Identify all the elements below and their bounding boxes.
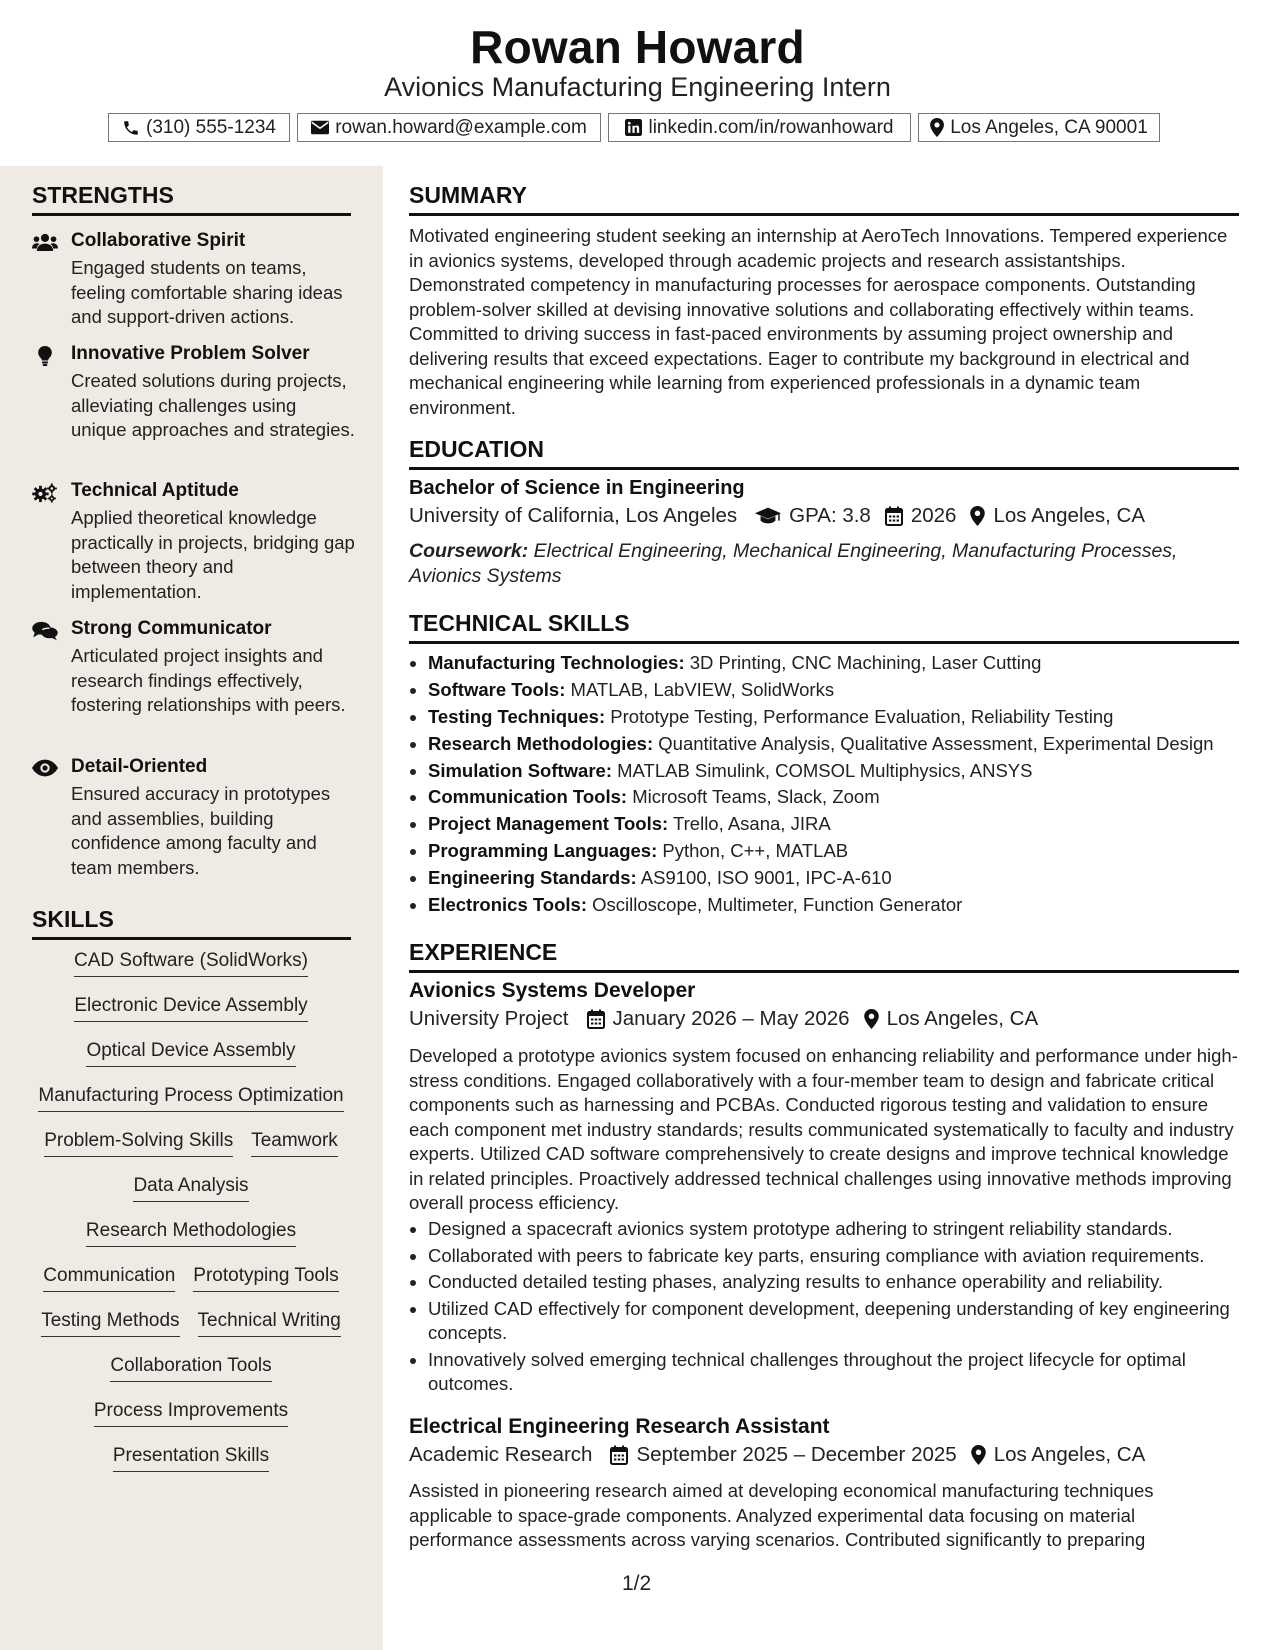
skill-tag: Collaboration Tools [110, 1354, 271, 1382]
contact-email[interactable] [297, 113, 601, 142]
list-item: • Manufacturing Technologies: 3D Printing, CNC Machining, Laser Cutting [428, 651, 1240, 676]
users-icon [32, 233, 58, 253]
skill-tag: Process Improvements [94, 1399, 288, 1427]
map-pin-icon [970, 506, 985, 526]
list-item: • Simulation Software: MATLAB Simulink, COMSOL Multiphysics, ANSYS [428, 759, 1240, 784]
job-title: Electrical Engineering Research Assistant [409, 1415, 830, 1438]
education-year: 2026 [910, 504, 957, 527]
list-item: • Designed a spacecraft avionics system prototype adhering to stringent reliability standards. [428, 1217, 1240, 1242]
graduation-cap-icon [755, 507, 781, 525]
job-title: Avionics Systems Developer [409, 979, 696, 1002]
job-dates: January 2026 – May 2026 [612, 1007, 850, 1030]
education-location: Los Angeles, CA [993, 504, 1146, 527]
skill-tag: Research Methodologies [86, 1219, 296, 1247]
strength-desc: Articulated project insights and research findings effectively, fostering relationships with peers. [71, 645, 346, 715]
list-item: • Conducted detailed testing phases, analyzing results to enhance operability and reliability. [428, 1270, 1240, 1295]
sidebar [0, 166, 383, 1650]
job-description: Assisted in pioneering research aimed at developing economical manufacturing techniques applicable to space-grade components. Analyzed experimental data focusing on material performance assessments across varying scenarios. Contributed significantly to preparing [409, 1480, 1154, 1550]
strength-desc: Applied theoretical knowledge practically in projects, bridging gap between theory and implementation. [71, 507, 355, 602]
job-meta [409, 1007, 1038, 1031]
job-location: Los Angeles, CA [993, 1443, 1146, 1466]
strength-title: Collaborative Spirit [71, 230, 246, 251]
list-item: • Communication Tools: Microsoft Teams, Slack, Zoom [428, 785, 1240, 810]
list-item: • Software Tools: MATLAB, LabVIEW, SolidWorks [428, 678, 1240, 703]
linkedin-icon [625, 119, 642, 136]
contact-text: rowan.howard@example.com [335, 116, 587, 138]
calendar-icon [885, 506, 903, 526]
coursework-label: Coursework: [409, 540, 529, 562]
skill-tag: Teamwork [251, 1129, 338, 1157]
experience-heading: EXPERIENCE [409, 939, 1239, 973]
job-description: Developed a prototype avionics system focused on enhancing reliability and performance under high-stress conditions. Engaged collaboratively with a four-member team to design and fabricate critical components such as harnessing and PCBAs. Conducted rigorous testing and validation to ensure each component met industry standards; results communicated systematically to faculty and industry experts. Utilized CAD software comprehensively to create designs and improve technical knowledge in related principles. Proactively addressed technical challenges using innovative methods improving overall process efficiency. [409, 1045, 1238, 1213]
list-item: • Programming Languages: Python, C++, MATLAB [428, 839, 1240, 864]
skill-tag: Technical Writing [198, 1309, 341, 1337]
calendar-icon [610, 1445, 628, 1465]
map-pin-icon [864, 1009, 879, 1029]
coursework-text: Electrical Engineering, Mechanical Engineering, Manufacturing Processes, Avionics Systems [409, 540, 1178, 587]
skill-tag: Testing Methods [41, 1309, 179, 1337]
skill-tag: Problem-Solving Skills [44, 1129, 233, 1157]
skill-tag: Data Analysis [133, 1174, 248, 1202]
education-heading: EDUCATION [409, 436, 1239, 470]
job-dates: September 2025 – December 2025 [636, 1443, 957, 1466]
education-school: University of California, Los Angeles [409, 504, 738, 527]
summary-heading: SUMMARY [409, 182, 1239, 216]
education-meta [409, 504, 1145, 528]
list-item: • Electronics Tools: Oscilloscope, Multimeter, Function Generator [428, 893, 1240, 918]
strength-desc: Ensured accuracy in prototypes and assemblies, building confidence among faculty and team members. [71, 783, 331, 878]
contact-location[interactable] [918, 113, 1160, 142]
strength-title: Strong Communicator [71, 618, 272, 639]
technical-skills-list [409, 651, 1240, 920]
contact-text: (310) 555-1234 [146, 116, 276, 138]
list-item: • Engineering Standards: AS9100, ISO 9001, IPC-A-610 [428, 866, 1240, 891]
job-bullets [409, 1217, 1240, 1399]
summary-text: Motivated engineering student seeking an internship at AeroTech Innovations. Tempered experience in avionics systems, developed through academic projects and research assistantships. Demonstrated competency in manufacturing processes for aerospace components. Outstanding problem-solver skilled at devising innovative solutions and collaborating effectively within teams. Committed to driving success in fast-paced environments by assuming project ownership and delivering results that exceed expectations. Eager to contribute my background in electrical and mechanical engineering while learning from experienced professionals in a dynamic team environment. [409, 225, 1228, 418]
job-location: Los Angeles, CA [886, 1007, 1039, 1030]
page-number: 1/2 [622, 1572, 652, 1595]
calendar-icon [587, 1009, 605, 1029]
job-org: University Project [409, 1007, 569, 1030]
list-item: • Research Methodologies: Quantitative Analysis, Qualitative Assessment, Experimental Design [428, 732, 1240, 757]
technical-skills-heading: TECHNICAL SKILLS [409, 610, 1239, 644]
list-item: • Innovatively solved emerging technical challenges throughout the project lifecycle for optimal outcomes. [428, 1348, 1240, 1397]
skill-tag: Electronic Device Assembly [74, 994, 307, 1022]
contact-phone[interactable] [108, 113, 290, 142]
strength-title: Innovative Problem Solver [71, 343, 310, 364]
eye-icon [32, 759, 58, 779]
map-pin-icon [971, 1445, 986, 1465]
skill-tag: Communication [43, 1264, 175, 1292]
phone-icon [122, 119, 140, 137]
contact-linkedin[interactable] [608, 113, 911, 142]
strength-title: Detail-Oriented [71, 756, 208, 777]
skills-heading: SKILLS [32, 906, 351, 940]
candidate-title: Avionics Manufacturing Engineering Intern [384, 72, 891, 102]
resume-header [0, 0, 1275, 166]
list-item: • Collaborated with peers to fabricate key parts, ensuring compliance with aviation requirements. [428, 1244, 1240, 1269]
contact-bar [108, 113, 1160, 144]
map-pin-icon [930, 118, 944, 137]
contact-text: Los Angeles, CA 90001 [950, 116, 1148, 138]
skill-tag: Prototyping Tools [193, 1264, 338, 1292]
list-item: • Utilized CAD effectively for component development, deepening understanding of key engineering concepts. [428, 1297, 1240, 1346]
education-coursework [409, 539, 1239, 589]
list-item: • Testing Techniques: Prototype Testing, Performance Evaluation, Reliability Testing [428, 705, 1240, 730]
strength-desc: Created solutions during projects, alleviating challenges using unique approaches and strategies. [71, 370, 355, 440]
lightbulb-icon [32, 346, 58, 366]
candidate-name: Rowan Howard [470, 21, 805, 73]
job-org: Academic Research [409, 1443, 593, 1466]
job-meta [409, 1443, 1145, 1467]
skill-tag: Manufacturing Process Optimization [38, 1084, 344, 1112]
skills-list [36, 949, 346, 1489]
envelope-icon [311, 120, 329, 135]
skill-tag: Presentation Skills [113, 1444, 269, 1472]
skill-tag: CAD Software (SolidWorks) [74, 949, 308, 977]
list-item: • Project Management Tools: Trello, Asana, JIRA [428, 812, 1240, 837]
strength-title: Technical Aptitude [71, 480, 239, 501]
strength-desc: Engaged students on teams, feeling comfortable sharing ideas and support-driven actions. [71, 257, 343, 327]
education-gpa: GPA: 3.8 [789, 504, 871, 527]
education-degree: Bachelor of Science in Engineering [409, 477, 745, 499]
comments-icon [32, 621, 58, 641]
strengths-heading: STRENGTHS [32, 182, 351, 216]
skill-tag: Optical Device Assembly [86, 1039, 295, 1067]
cogs-icon [32, 483, 58, 503]
contact-text: linkedin.com/in/rowanhoward [648, 116, 894, 138]
